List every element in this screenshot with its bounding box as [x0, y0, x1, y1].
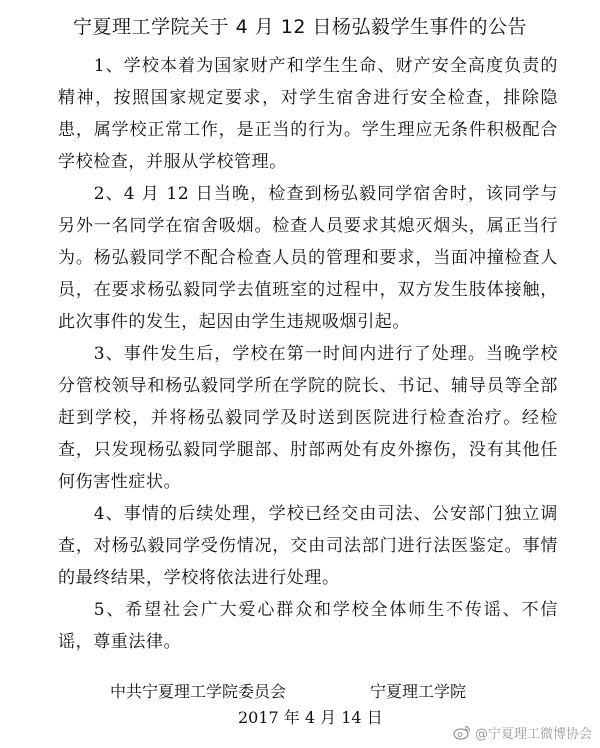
- paragraph-3: 3、事件发生后，学校在第一时间内进行了处理。当晚学校分管校领导和杨弘毅同学所在学院的院长、书记、辅导员等全部赶到学校，并将杨弘毅同学及时送到医院进行检查治疗。经检查，只发现杨弘毅同学腿部、肘部两处有皮外擦伤，没有其他任何伤害性症状。: [58, 344, 558, 492]
- announcement-date: 2017 年 4 月 14 日: [238, 708, 383, 727]
- paragraph-1: 1、学校本着为国家财产和学生生命、财产安全高度负责的精神，按照国家规定要求，对学生宿舍进行安全检查，排除隐患，属学校正常工作，是正当的行为。学生理应无条件积极配合学校检查，并服从学校管理。: [58, 56, 558, 172]
- weibo-icon: [453, 725, 471, 740]
- signature-party-committee: 中共宁夏理工学院委员会: [110, 682, 287, 701]
- paragraph-2: 2、4 月 12 日当晚，检查到杨弘毅同学宿舍时，该同学与另外一名同学在宿舍吸烟。检查人员要求其熄灭烟头，属正当行为。杨弘毅同学不配合检查人员的管理和要求，当面冲撞检查人员，在要求杨弘毅同学去值班室的过程中，双方发生肢体接触，此次事件的发生，起因由学生违规吸烟引起。: [58, 184, 558, 332]
- watermark-text: @宁夏理工微博协会: [474, 727, 592, 742]
- paragraph-5: 5、希望社会广大爱心群众和学校全体师生不传谣、不信谣，尊重法律。: [58, 600, 558, 652]
- announcement-title: 宁夏理工学院关于 4 月 12 日杨弘毅学生事件的公告: [73, 16, 527, 38]
- weibo-watermark: [453, 723, 592, 742]
- signature-institute: 宁夏理工学院: [370, 682, 467, 701]
- announcement-body: [58, 50, 558, 658]
- paragraph-4: 4、事情的后续处理，学校已经交由司法、公安部门独立调查，对杨弘毅同学受伤情况，交由司法部门进行法医鉴定。事情的最终结果，学校将依法进行处理。: [58, 504, 558, 588]
